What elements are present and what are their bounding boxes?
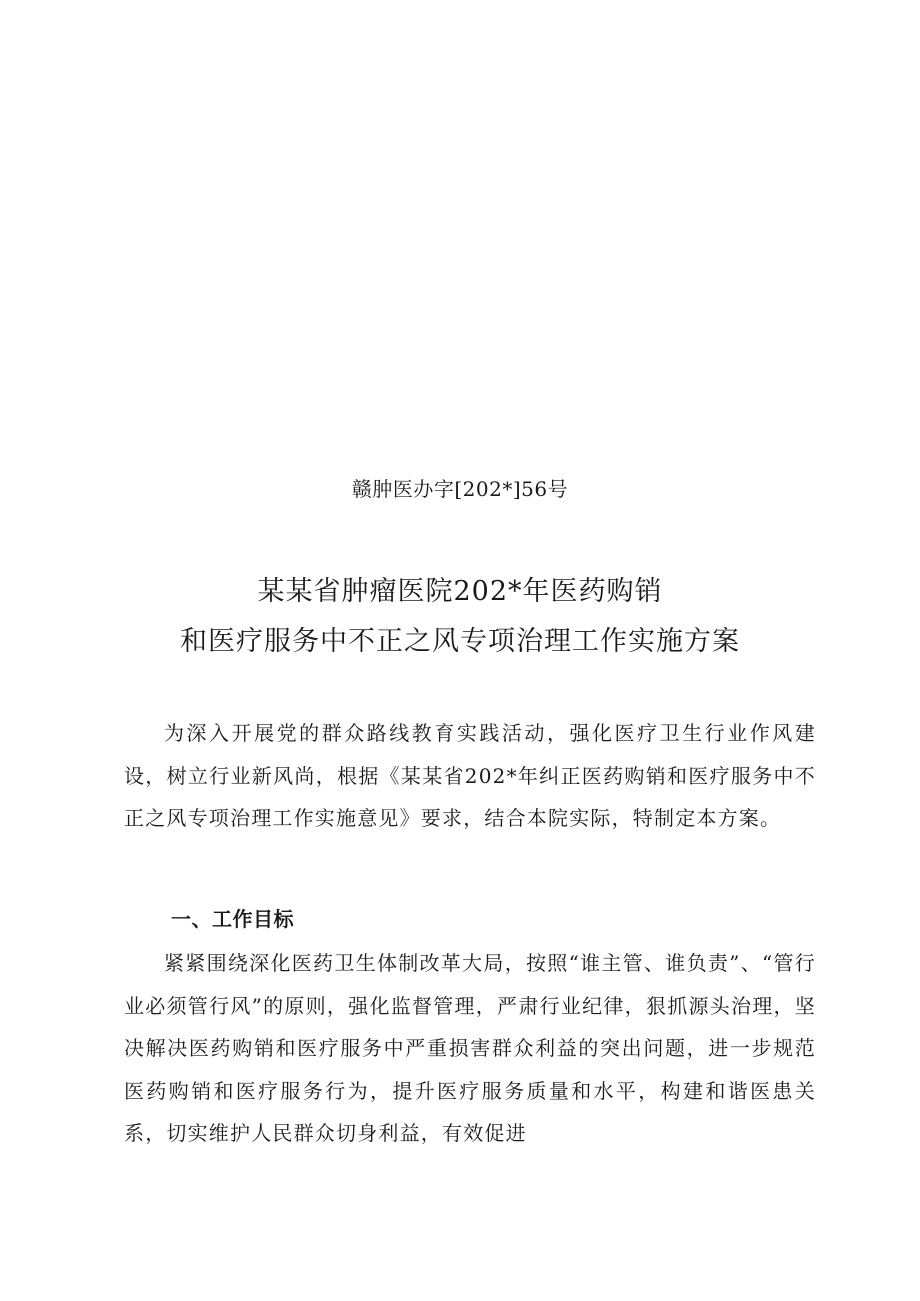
- intro-paragraph: 为深入开展党的群众路线教育实践活动，强化医疗卫生行业作风建设，树立行业新风尚，根据《某某省202*年纠正医药购销和医疗服务中不正之风专项治理工作实施意见》要求，结合本院实际，特制定本方案。: [124, 721, 816, 830]
- document-title-line-1: 某某省肿瘤医院202*年医药购销: [257, 576, 663, 607]
- document-title-line-2: 和医疗服务中不正之风专项治理工作实施方案: [180, 626, 740, 657]
- document-number: 赣肿医办字[202*]56号: [351, 477, 569, 501]
- section-heading-work-goals: 一、工作目标: [171, 907, 294, 931]
- work-goals-paragraph: 紧紧围绕深化医药卫生体制改革大局，按照“谁主管、谁负责”、“管行业必须管行风”的原则，强化监督管理，严肃行业纪律，狠抓源头治理，坚决解决医药购销和医疗服务中严重损害群众利益的突出问题，进一步规范医药购销和医疗服务行为，提升医疗服务质量和水平，构建和谐医患关系，切实维护人民群众切身利益，有效促进: [124, 951, 816, 1145]
